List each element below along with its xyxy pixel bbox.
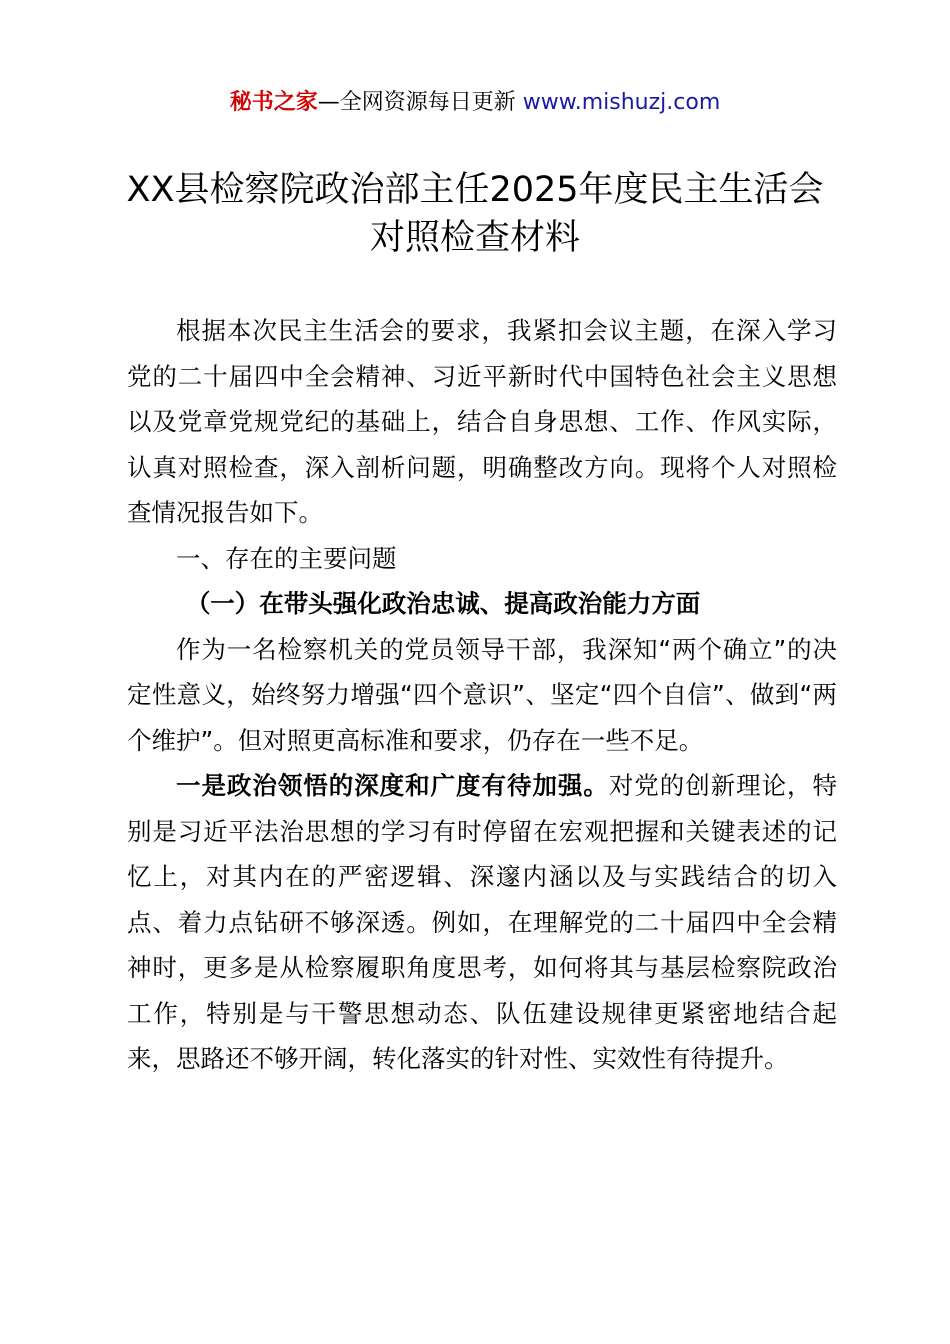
section-heading: 一、存在的主要问题 [176, 543, 397, 573]
subsection-heading-text: （一）在带头强化政治忠诚、提高政治能力方面 [185, 589, 701, 618]
document-body [127, 308, 837, 1082]
point-lead: 一是政治领悟的深度和广度有待加强。 [176, 771, 609, 800]
point-body: 对党的创新理论，特别是习近平法治思想的学习有时停留在宏观把握和关键表述的记忆上，对其内在的严密逻辑、深邃内涵以及与实践结合的切入点、着力点钻研不够深透。例如，在理解党的二十届四中全会精神时，更多是从检察履职角度思考，如何将其与基层检察院政治工作，特别是与干警思想动态、队伍建设规律更紧密地结合起来，思路还不够开阔，转化落实的针对性、实效性有待提升。 [127, 771, 838, 1073]
document-title: XX县检察院政治部主任2025年度民主生活会对照检查材料 [126, 170, 824, 258]
brand-name: 秘书之家 [229, 90, 318, 115]
header-separator: — [317, 90, 340, 115]
subsection-paragraph: 作为一名检察机关的党员领导干部，我深知“两个确立”的决定性意义，始终努力增强“四个意识”、坚定“四个自信”、做到“两个维护”。但对照更高标准和要求，仍存在一些不足。 [127, 634, 837, 755]
site-header [0, 88, 950, 118]
point-paragraph [127, 763, 837, 1082]
subsection-heading [127, 581, 837, 627]
intro-paragraph: 根据本次民主生活会的要求，我紧扣会议主题，在深入学习党的二十届四中全会精神、习近平新时代中国特色社会主义思想以及党章党规党纪的基础上，结合自身思想、工作、作风实际，认真对照检查，深入剖析问题，明确整改方向。现将个人对照检查情况报告如下。 [127, 316, 837, 527]
site-url-link[interactable]: www.mishuzj.com [522, 90, 721, 115]
header-tagline: 全网资源每日更新 [339, 90, 516, 115]
